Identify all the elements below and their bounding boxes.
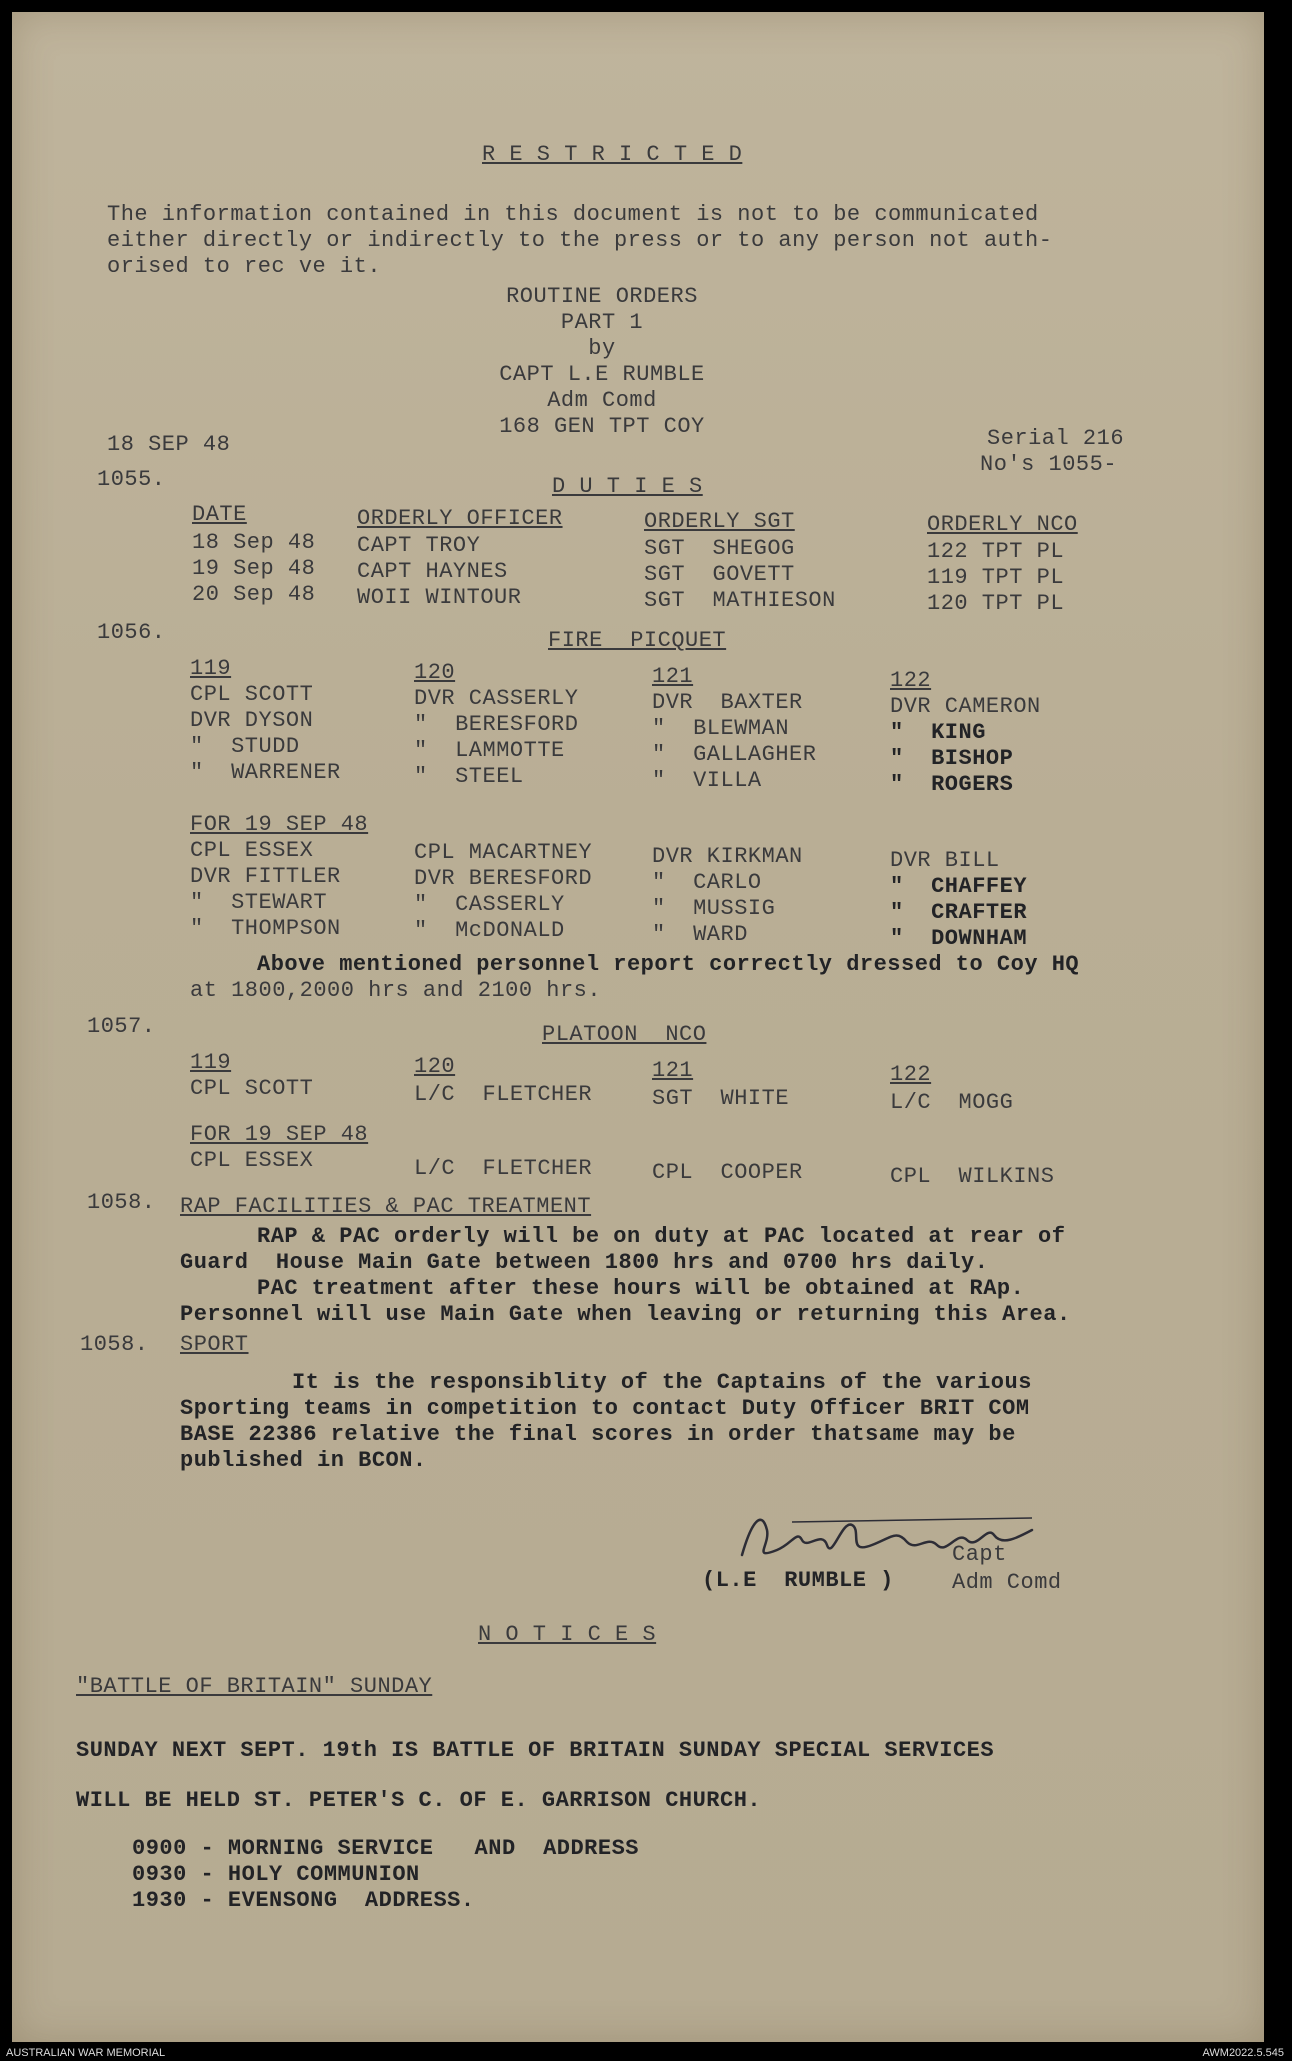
sport-number: 1058.	[80, 1332, 149, 1357]
rap-number: 1058.	[87, 1190, 156, 1215]
fp-platoon-121: 121	[652, 664, 694, 689]
title-line-5: Adm Comd	[547, 388, 657, 413]
sport-line-4: published in BCON.	[180, 1448, 427, 1473]
duty-row-2-date: 19 Sep 48	[192, 556, 316, 581]
fp-g3-4: " VILLA	[652, 768, 762, 793]
fp-f3-1: DVR KIRKMAN	[652, 844, 803, 869]
warning-line-3: orised to rec ve it.	[107, 254, 382, 279]
fp-f4-4: " DOWNHAM	[890, 926, 1028, 951]
duties-col-officer: ORDERLY OFFICER	[357, 506, 563, 531]
fp-g1-4: " WARRENER	[190, 760, 341, 785]
rap-line-3: PAC treatment after these hours will be obtained at RAp.	[257, 1276, 1025, 1301]
fp-f1-4: " THOMPSON	[190, 916, 341, 941]
fp-g1-1: CPL SCOTT	[190, 682, 314, 707]
fp-platoon-119: 119	[190, 656, 232, 681]
fp-f4-3: " CRAFTER	[890, 900, 1028, 925]
duties-number: 1055.	[97, 467, 166, 492]
duties-col-sgt: ORDERLY SGT	[644, 509, 795, 534]
duty-row-3-officer: WOII WINTOUR	[357, 585, 522, 610]
fp-g4-2: " KING	[890, 720, 986, 745]
notices-title: "BATTLE OF BRITAIN" SUNDAY	[76, 1674, 433, 1699]
fp-g3-2: " BLEWMAN	[652, 716, 790, 741]
pn-for-119: CPL ESSEX	[190, 1148, 314, 1173]
pn-for-122: CPL WILKINS	[890, 1164, 1055, 1189]
classification-heading: R E S T R I C T E D	[482, 142, 743, 167]
pn-platoon-120: 120	[414, 1054, 456, 1079]
duty-row-3-date: 20 Sep 48	[192, 582, 316, 607]
signature-rank: Capt	[952, 1542, 1007, 1567]
pn-for-label: FOR 19 SEP 48	[190, 1122, 369, 1147]
duty-row-1-officer: CAPT TROY	[357, 533, 481, 558]
pn-platoon-121: 121	[652, 1058, 694, 1083]
duties-col-nco: ORDERLY NCO	[927, 512, 1078, 537]
fp-note-1: Above mentioned personnel report correctly dressed to Coy HQ	[257, 952, 1080, 977]
pn-platoon-122: 122	[890, 1062, 932, 1087]
fp-f3-2: " CARLO	[652, 870, 762, 895]
sport-line-2: Sporting teams in competition to contact Duty Officer BRIT COM	[180, 1396, 1030, 1421]
order-nos: No's 1055-	[980, 452, 1118, 477]
signature-appointment: Adm Comd	[952, 1570, 1062, 1595]
fp-g4-3: " BISHOP	[890, 746, 1014, 771]
duty-row-1-date: 18 Sep 48	[192, 530, 316, 555]
duty-row-3-nco: 120 TPT PL	[927, 591, 1065, 616]
fp-note-2: at 1800,2000 hrs and 2100 hrs.	[190, 978, 602, 1003]
fp-g1-3: " STUDD	[190, 734, 300, 759]
sport-heading: SPORT	[180, 1332, 249, 1357]
title-line-1: ROUTINE ORDERS	[506, 284, 698, 309]
fire-picquet-number: 1056.	[97, 620, 166, 645]
duty-row-3-sgt: SGT MATHIESON	[644, 588, 836, 613]
fp-g2-3: " LAMMOTTE	[414, 738, 565, 763]
fp-f2-4: " McDONALD	[414, 918, 565, 943]
title-line-4: CAPT L.E RUMBLE	[499, 362, 705, 387]
sport-line-1: It is the responsiblity of the Captains of the various	[292, 1370, 1032, 1395]
notices-heading: N O T I C E S	[478, 1622, 657, 1647]
duty-row-1-sgt: SGT SHEGOG	[644, 536, 795, 561]
warning-line-2: either directly or indirectly to the press or to any person not auth-	[107, 228, 1053, 253]
fp-g2-2: " BERESFORD	[414, 712, 579, 737]
footer-accession: AWM2022.5.545	[1202, 2047, 1284, 2059]
fp-g2-4: " STEEL	[414, 764, 524, 789]
fp-g4-1: DVR CAMERON	[890, 694, 1041, 719]
fp-f2-3: " CASSERLY	[414, 892, 565, 917]
pn-for-120: L/C FLETCHER	[414, 1156, 593, 1181]
pn-name-119: CPL SCOTT	[190, 1076, 314, 1101]
document-page	[12, 12, 1264, 2042]
fp-f2-2: DVR BERESFORD	[414, 866, 593, 891]
fp-f2-1: CPL MACARTNEY	[414, 840, 593, 865]
fp-g3-3: " GALLAGHER	[652, 742, 817, 767]
fp-g2-1: DVR CASSERLY	[414, 686, 579, 711]
fp-f3-3: " MUSSIG	[652, 896, 776, 921]
warning-line-1: The information contained in this document is not to be communicated	[107, 202, 1039, 227]
title-line-2: PART 1	[560, 310, 644, 335]
rap-line-2: Guard House Main Gate between 1800 hrs and 0700 hrs daily.	[180, 1250, 989, 1275]
duty-row-1-nco: 122 TPT PL	[927, 539, 1065, 564]
duties-col-date: DATE	[192, 502, 247, 527]
serial-number: Serial 216	[987, 426, 1125, 451]
fp-f1-3: " STEWART	[190, 890, 328, 915]
pn-name-122: L/C MOGG	[890, 1090, 1014, 1115]
service-2: 0930 - HOLY COMMUNION	[132, 1862, 420, 1887]
duty-row-2-sgt: SGT GOVETT	[644, 562, 795, 587]
title-line-3: by	[588, 336, 616, 361]
duty-row-2-nco: 119 TPT PL	[927, 565, 1065, 590]
fp-f4-1: DVR BILL	[890, 848, 1000, 873]
duty-row-2-officer: CAPT HAYNES	[357, 559, 508, 584]
footer-archive: AUSTRALIAN WAR MEMORIAL	[6, 2047, 166, 2059]
fp-g4-4: " ROGERS	[890, 772, 1014, 797]
pn-name-121: SGT WHITE	[652, 1086, 790, 1111]
handwritten-signature	[732, 1500, 1072, 1570]
rap-line-1: RAP & PAC orderly will be on duty at PAC located at rear of	[257, 1224, 1066, 1249]
fp-platoon-120: 120	[414, 660, 456, 685]
pn-platoon-119: 119	[190, 1050, 232, 1075]
fp-for-label: FOR 19 SEP 48	[190, 812, 369, 837]
fp-f4-2: " CHAFFEY	[890, 874, 1028, 899]
service-3: 1930 - EVENSONG ADDRESS.	[132, 1888, 475, 1913]
notices-line-2: WILL BE HELD ST. PETER'S C. OF E. GARRISON CHURCH.	[76, 1788, 762, 1813]
rap-line-4: Personnel will use Main Gate when leaving or returning this Area.	[180, 1302, 1071, 1327]
fp-f3-4: " WARD	[652, 922, 748, 947]
order-date: 18 SEP 48	[107, 432, 231, 457]
rap-heading: RAP FACILITIES & PAC TREATMENT	[180, 1194, 592, 1219]
sport-line-3: BASE 22386 relative the final scores in order thatsame may be	[180, 1422, 1016, 1447]
platoon-nco-heading: PLATOON NCO	[542, 1022, 707, 1047]
signature-name: (L.E RUMBLE )	[702, 1568, 894, 1593]
fp-f1-2: DVR FITTLER	[190, 864, 341, 889]
pn-for-121: CPL COOPER	[652, 1160, 803, 1185]
fire-picquet-heading: FIRE PICQUET	[548, 628, 727, 653]
notices-line-1: SUNDAY NEXT SEPT. 19th IS BATTLE OF BRITAIN SUNDAY SPECIAL SERVICES	[76, 1738, 995, 1763]
fp-platoon-122: 122	[890, 668, 932, 693]
fp-f1-1: CPL ESSEX	[190, 838, 314, 863]
fp-g1-2: DVR DYSON	[190, 708, 314, 733]
platoon-nco-number: 1057.	[87, 1014, 156, 1039]
duties-heading: D U T I E S	[552, 474, 703, 499]
service-1: 0900 - MORNING SERVICE AND ADDRESS	[132, 1836, 639, 1861]
fp-g3-1: DVR BAXTER	[652, 690, 803, 715]
pn-name-120: L/C FLETCHER	[414, 1082, 593, 1107]
title-line-6: 168 GEN TPT COY	[499, 414, 705, 439]
